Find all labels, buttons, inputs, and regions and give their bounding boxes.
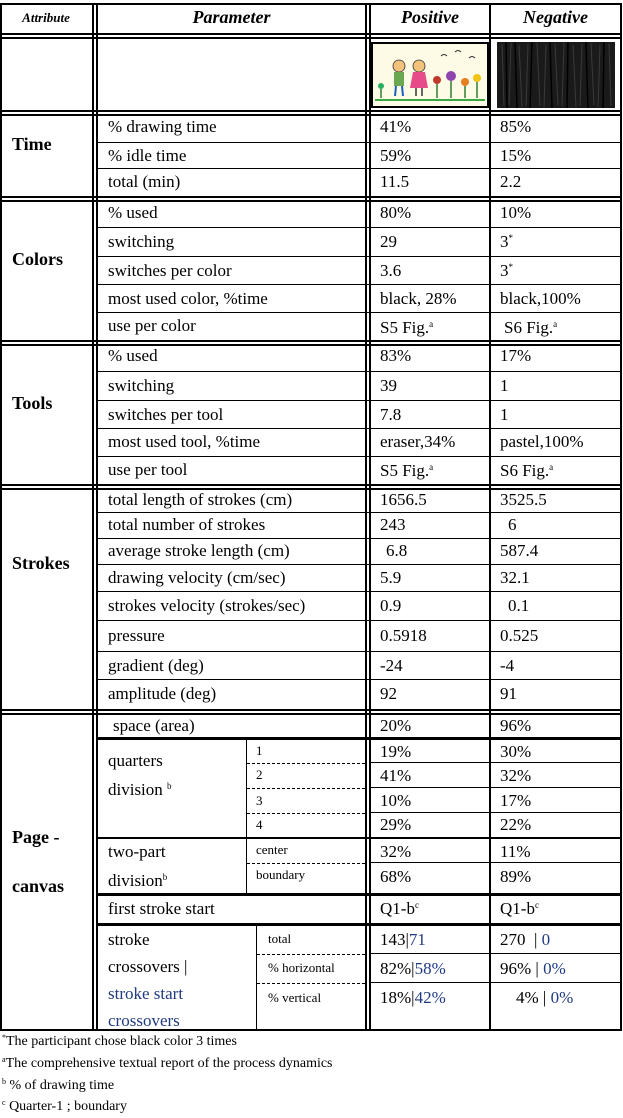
tools-param-2: switches per tool: [108, 405, 224, 424]
colors-pos-2: 3.6: [380, 261, 402, 280]
strokes-pos-4: 0.9: [380, 596, 402, 615]
crossovers-label-3: stroke start: [108, 984, 184, 1003]
strokes-neg-7: 91: [500, 684, 517, 703]
colors-param-2: switches per color: [108, 261, 232, 280]
quarters-label-2: division $^b$: [108, 780, 172, 799]
crossover-pos-total: 143|71: [380, 930, 426, 949]
time-pos-0: 41%: [380, 117, 412, 136]
strokes-pos-3: 5.9: [380, 568, 402, 587]
strokes-neg-6: -4: [500, 656, 515, 675]
quarter-neg-2: 32%: [500, 766, 532, 785]
strokes-param-6: gradient (deg): [108, 656, 204, 675]
strokes-param-1: total number of strokes: [108, 515, 266, 534]
colors-param-1: switching: [108, 232, 175, 251]
positive-drawing-image: [371, 42, 489, 108]
crossover-pos-horizontal: 82%|58%: [380, 959, 446, 978]
crossovers-label-2: crossovers |: [108, 957, 188, 976]
colors-param-4: use per color: [108, 316, 196, 335]
twopart-label-1: two-part: [108, 842, 166, 861]
twopart-label-2: division$^b$: [108, 871, 168, 890]
strokes-neg-0: 3525.5: [500, 490, 547, 509]
strokes-param-2: average stroke length (cm): [108, 541, 290, 560]
first-stroke-pos: $Q1-b^c$: [380, 899, 419, 918]
strokes-neg-5: 0.525: [500, 626, 539, 645]
twopart-sub-boundary: boundary: [256, 867, 306, 882]
footnote-b: $^b$ % of drawing time: [2, 1077, 115, 1093]
time-neg-0: 85%: [500, 117, 532, 136]
attribute-page: Page -: [12, 827, 60, 847]
colors-neg-1: 3*: [500, 232, 513, 251]
quarter-pos-1: 19%: [380, 742, 412, 761]
header-negative: Negative: [523, 7, 588, 27]
page-space-pos: 20%: [380, 716, 412, 735]
colors-neg-3: black,100%: [500, 289, 581, 308]
time-pos-2: 11.5: [380, 172, 410, 191]
twopart-pos-center: 32%: [380, 842, 412, 861]
attribute-tools: Tools: [12, 393, 53, 413]
negative-drawing-image: [497, 42, 615, 108]
quarters-label-1: quarters: [108, 751, 163, 770]
time-param-1: % idle time: [108, 146, 187, 165]
attribute-colors: Colors: [12, 249, 63, 269]
header-parameter: Parameter: [192, 7, 271, 27]
colors-pos-4: S5 Fig.$^a$: [380, 318, 434, 337]
colors-pos-1: 29: [380, 232, 397, 251]
quarter-sub-3: 3: [256, 793, 263, 808]
strokes-neg-4: 0.1: [508, 596, 530, 615]
time-neg-1: 15%: [500, 146, 532, 165]
strokes-param-7: amplitude (deg): [108, 684, 217, 703]
quarter-sub-2: 2: [256, 767, 263, 782]
crossover-sub-horizontal: % horizontal: [268, 960, 335, 975]
colors-neg-4: S6 Fig.$^a$: [504, 318, 558, 337]
crossover-neg-total: 270 | 0: [500, 930, 551, 949]
colors-neg-2: 3*: [500, 261, 513, 280]
twopart-pos-boundary: 68%: [380, 867, 412, 886]
tools-pos-3: eraser,34%: [380, 432, 456, 451]
tools-neg-0: 17%: [500, 346, 532, 365]
strokes-pos-5: 0.5918: [380, 626, 427, 645]
page-space-param: space (area): [113, 716, 195, 735]
strokes-param-0: total length of strokes (cm): [108, 490, 293, 509]
colors-pos-3: black, 28%: [380, 289, 457, 308]
header-positive: Positive: [401, 7, 459, 27]
tools-neg-4: S6 Fig.$^a$: [500, 461, 554, 480]
colors-param-0: % used: [108, 203, 158, 222]
colors-param-3: most used color, %time: [108, 289, 268, 308]
strokes-neg-3: 32.1: [500, 568, 530, 587]
strokes-param-4: strokes velocity (strokes/sec): [108, 596, 306, 615]
tools-neg-3: pastel,100%: [500, 432, 584, 451]
header-attribute: Attribute: [22, 10, 70, 25]
strokes-pos-7: 92: [380, 684, 397, 703]
twopart-neg-center: 11%: [500, 842, 531, 861]
time-param-0: % drawing time: [108, 117, 217, 136]
strokes-param-3: drawing velocity (cm/sec): [108, 568, 286, 587]
quarter-pos-4: 29%: [380, 815, 412, 834]
tools-param-4: use per tool: [108, 460, 188, 479]
strokes-pos-6: -24: [380, 656, 403, 675]
tools-pos-1: 39: [380, 376, 397, 395]
first-stroke-param: first stroke start: [108, 899, 215, 918]
tools-neg-1: 1: [500, 376, 509, 395]
strokes-neg-1: 6: [508, 515, 517, 534]
footnote-a: $^a$The comprehensive textual report of the process dynamics: [2, 1055, 333, 1071]
footnote-star: *The participant chose black color 3 times: [2, 1033, 237, 1049]
strokes-pos-0: 1656.5: [380, 490, 427, 509]
page-space-neg: 96%: [500, 716, 532, 735]
colors-pos-0: 80%: [380, 203, 412, 222]
tools-param-3: most used tool, %time: [108, 432, 261, 451]
time-param-2: total (min): [108, 172, 181, 191]
crossover-neg-vertical: 4% | 0%: [516, 988, 574, 1007]
quarter-sub-4: 4: [256, 817, 263, 832]
quarter-sub-1: 1: [256, 743, 263, 758]
tools-param-0: % used: [108, 346, 158, 365]
attribute-time: Time: [12, 134, 52, 154]
crossover-sub-total: total: [268, 931, 292, 946]
crossovers-label-4: crossovers: [108, 1011, 180, 1030]
strokes-pos-1: 243: [380, 515, 406, 534]
tools-neg-2: 1: [500, 405, 509, 424]
quarter-pos-3: 10%: [380, 791, 412, 810]
strokes-neg-2: 587.4: [500, 541, 539, 560]
crossover-pos-vertical: 18%|42%: [380, 988, 446, 1007]
attribute-canvas: canvas: [12, 876, 65, 896]
time-pos-1: 59%: [380, 146, 412, 165]
twopart-sub-center: center: [256, 842, 288, 857]
tools-pos-2: 7.8: [380, 405, 402, 424]
tools-pos-4: S5 Fig.$^a$: [380, 461, 434, 480]
twopart-neg-boundary: 89%: [500, 867, 532, 886]
quarter-neg-3: 17%: [500, 791, 532, 810]
tools-pos-0: 83%: [380, 346, 412, 365]
colors-neg-0: 10%: [500, 203, 532, 222]
quarter-pos-2: 41%: [380, 766, 412, 785]
strokes-pos-2: 6.8: [386, 541, 408, 560]
crossover-sub-vertical: % vertical: [268, 990, 322, 1005]
crossover-neg-horizontal: 96% | 0%: [500, 959, 566, 978]
footnote-c: $^c$ Quarter-1 ; boundary: [2, 1098, 127, 1114]
quarter-neg-4: 22%: [500, 815, 532, 834]
time-neg-2: 2.2: [500, 172, 522, 191]
crossovers-label-1: stroke: [108, 930, 150, 949]
first-stroke-neg: $Q1-b^c$: [500, 899, 539, 918]
tools-param-1: switching: [108, 376, 175, 395]
attribute-strokes: Strokes: [12, 553, 70, 573]
strokes-param-5: pressure: [108, 626, 165, 645]
quarter-neg-1: 30%: [500, 742, 532, 761]
